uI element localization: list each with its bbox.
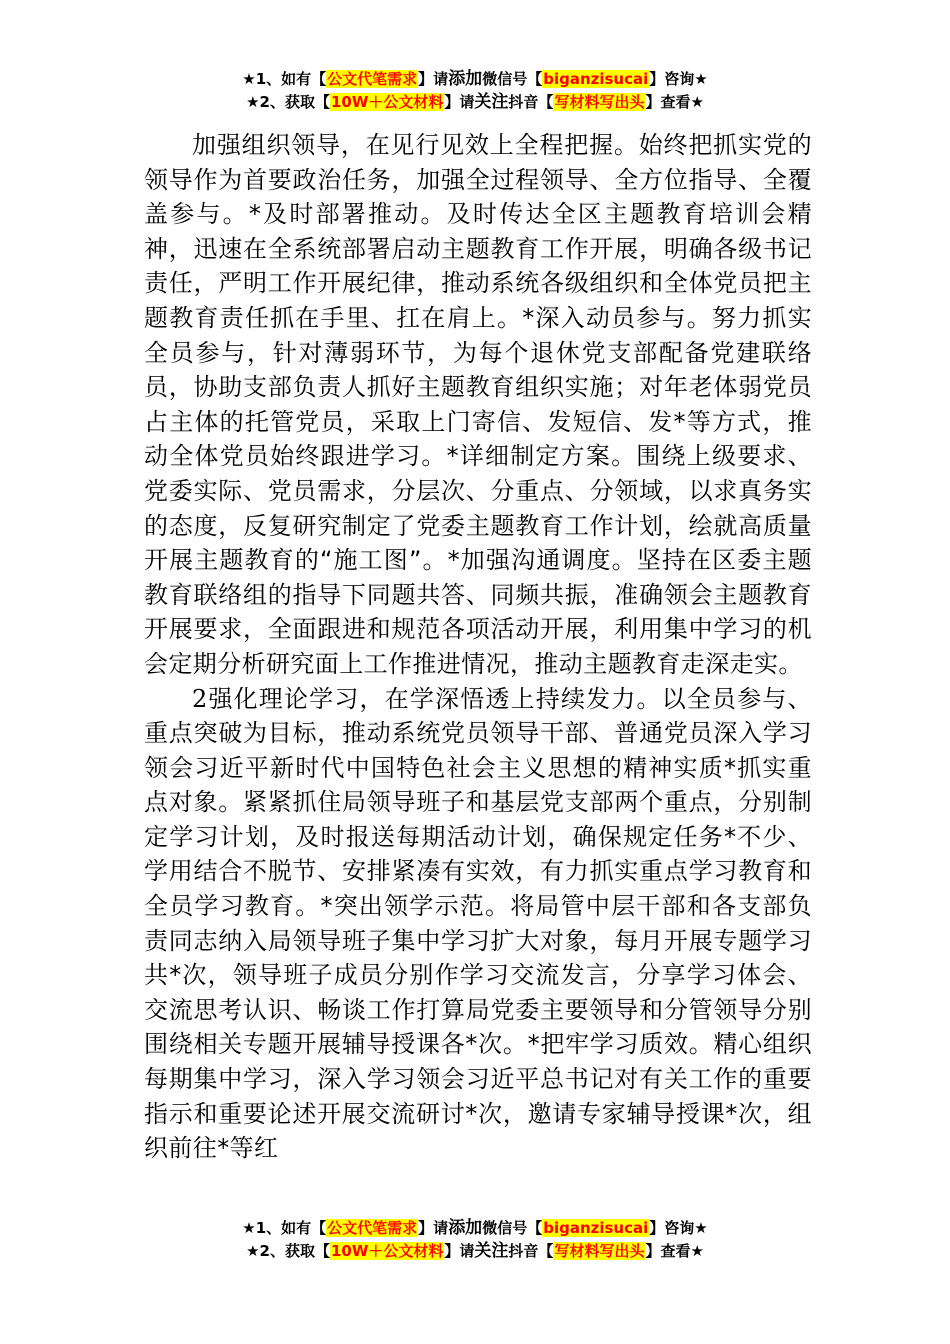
promo-highlight-wechat-id: biganzisucai <box>543 1219 649 1237</box>
promo-text: ★1、如有【 <box>242 1219 327 1237</box>
promo-highlight-wechat-id: biganzisucai <box>543 70 649 88</box>
promo-text: 】请 <box>418 1219 449 1237</box>
footer-promo-line-2 <box>0 1240 950 1263</box>
promo-emphasis: 关注 <box>474 1241 509 1261</box>
promo-text: 】查看★ <box>645 93 704 111</box>
promo-text: ★2、获取【 <box>246 1242 330 1260</box>
header-promo-banner <box>0 68 950 114</box>
promo-text: 微信号【 <box>482 70 543 88</box>
promo-text: 】请 <box>444 93 475 111</box>
promo-text: ★1、如有【 <box>242 70 327 88</box>
promo-text: ★2、获取【 <box>246 93 330 111</box>
promo-text: 微信号【 <box>482 1219 543 1237</box>
promo-text: 】咨询★ <box>649 1219 708 1237</box>
paragraph-organization-leadership: 加强组织领导，在见行见效上全程把握。始终把抓实党的领导作为首要政治任务，加强全过程领导、全方位指导、全覆盖参与。*及时部署推动。及时传达全区主题教育培训会精神，迅速在全系统部署启动主题教育工作开展，明确各级书记责任，严明工作开展纪律，推动系统各级组织和全体党员把主题教育责任抓在手里、扛在肩上。*深入动员参与。努力抓实全员参与，针对薄弱环节，为每个退休党支部配备党建联络员，协助支部负责人抓好主题教育组织实施；对年老体弱党员占主体的托管党员，采取上门寄信、发短信、发*等方式，推动全体党员始终跟进学习。*详细制定方案。围绕上级要求、党委实际、党员需求，分层次、分重点、分领域，以求真务实的态度，反复研究制定了党委主题教育工作计划，绘就高质量开展主题教育的“施工图”。*加强沟通调度。坚持在区委主题教育联络组的指导下同题共答、同频共振，准确领会主题教育开展要求，全面跟进和规范各项活动开展，利用集中学习的机会定期分析研究面上工作推进情况，推动主题教育走深走实。 <box>144 131 812 678</box>
header-promo-line-1 <box>0 68 950 91</box>
promo-text: 抖音【 <box>508 93 554 111</box>
promo-highlight-douyin-account: 写材料写出头 <box>554 93 645 111</box>
promo-text: 】查看★ <box>645 1242 704 1260</box>
promo-emphasis: 添加 <box>448 1218 483 1238</box>
promo-highlight-service: 公文代笔需求 <box>327 70 418 88</box>
promo-highlight-materials: 10W＋公文材料 <box>330 1242 444 1260</box>
promo-highlight-service: 公文代笔需求 <box>327 1219 418 1237</box>
paragraph-number: 2 <box>192 684 208 713</box>
promo-emphasis: 添加 <box>448 69 483 89</box>
promo-highlight-materials: 10W＋公文材料 <box>330 93 444 111</box>
promo-text: 】请 <box>444 1242 475 1260</box>
promo-text: 】请 <box>418 70 449 88</box>
paragraph-theory-study-text: 强化理论学习，在学深悟透上持续发力。以全员参与、重点突破为目标，推动系统党员领导干部、普通党员深入学习领会习近平新时代中国特色社会主义思想的精神实质*抓实重点对象。紧紧抓住局领导班子和基层党支部两个重点，分别制定学习计划，及时报送每期活动计划，确保规定任务*不少、学用结合不脱节、安排紧凑有实效，有力抓实重点学习教育和全员学习教育。*突出领学示范。将局管中层干部和各支部负责同志纳入局领导班子集中学习扩大对象，每月开展专题学习共*次，领导班子成员分别作学习交流发言，分享学习体会、交流思考认识、畅谈工作打算局党委主要领导和分管领导分别围绕相关专题开展辅导授课各*次。*把牢学习质效。精心组织每期集中学习，深入学习领会习近平总书记对有关工作的重要指示和重要论述开展交流研讨*次，邀请专家辅导授课*次，组织前往*等红 <box>144 684 812 1163</box>
promo-text: 抖音【 <box>508 1242 554 1260</box>
promo-emphasis: 关注 <box>474 92 509 112</box>
promo-highlight-douyin-account: 写材料写出头 <box>554 1242 645 1260</box>
promo-text: 】咨询★ <box>649 70 708 88</box>
footer-promo-banner <box>0 1217 950 1263</box>
header-promo-line-2 <box>0 91 950 114</box>
footer-promo-line-1 <box>0 1217 950 1240</box>
document-body <box>144 128 812 1166</box>
paragraph-theory-study <box>144 682 812 1166</box>
